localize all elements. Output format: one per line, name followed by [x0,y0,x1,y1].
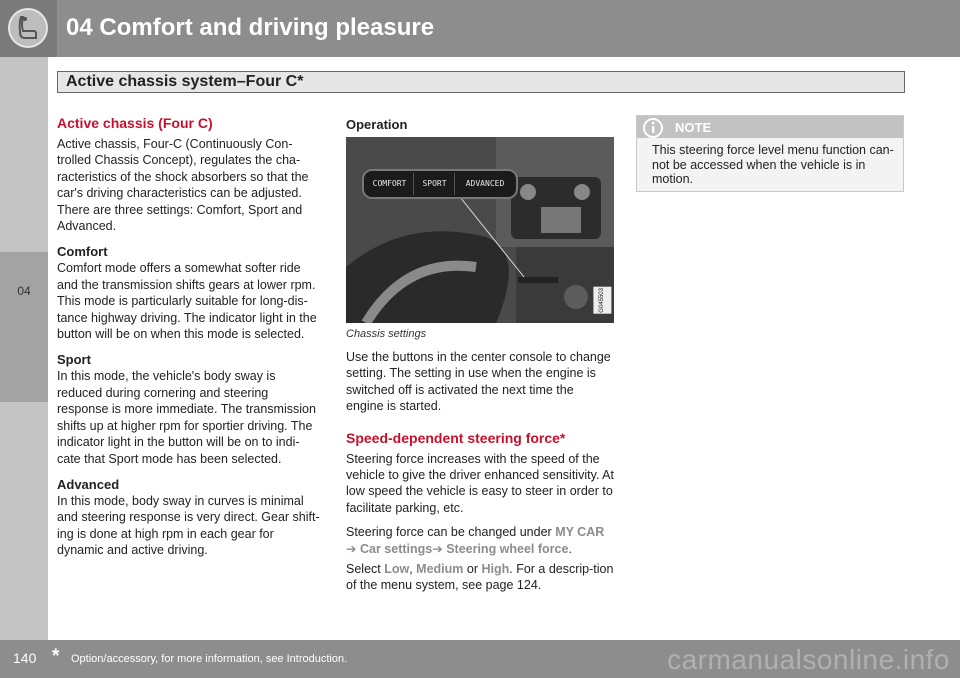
comfort-mode-button: COMFORT [366,173,414,195]
note-title: NOTE [675,120,712,135]
section-title: Active chassis system–Four C* [66,73,304,90]
dashboard-illustration [346,137,614,323]
watermark: carmanualsonline.info [667,644,950,675]
active-chassis-heading: Active chassis (Four C) [57,115,213,131]
note-box [636,115,904,192]
operation-heading: Operation [346,117,408,132]
advanced-text: In this mode, body sway in curves is minimal and steering response is very direct. Gear shift-ing is done at high rpm in each gear for dynamic and active driving. [57,493,320,558]
figure-code: G045503 [593,287,611,314]
steering-select-line: Select Low, Medium or High. For a descrip-tion of the menu system, see page 124. [346,562,614,593]
footer-star: * [52,646,60,667]
chapter-icon-box [0,0,57,57]
steering-force-text: Steering force increases with the speed of the vehicle to give the driver enhanced sensitivity. At low speed the vehicle is easy to steer in order to facilitate parking, etc. [346,451,614,515]
seat-icon [8,8,48,48]
menu-path-prefix: Steering force can be changed under [346,525,556,540]
option-medium: Medium [416,562,464,577]
footer-note: Option/accessory, for more information, see Introduction. [71,653,348,665]
chapter-header [0,0,960,57]
sport-mode-button: SPORT [415,173,455,195]
section-header [57,71,905,93]
menu-arrow-icon: ➔ [346,541,357,556]
operation-text: Use the buttons in the center console to change setting. The setting in use when the engine is switched off is activated the next time the engine is started. [346,350,611,414]
select-prefix: Select [346,562,385,577]
active-chassis-intro: Active chassis, Four-C (Continuously Con-trolled Chassis Concept), regulates the cha-racteristics of the shock absorbers so that the car's driving characteristics can be adjusted. There are three settings: Comfort, Sport and Advanced. [57,137,309,234]
figure-caption: Chassis settings [346,328,427,340]
sport-text: In this mode, the vehicle's body sway is reduced during cornering and steering response is more immediate. The transmission shifts up at higher rpm for sportier driving. The indicator light in the button will be on to indi-cate that Sport mode has been selected. [57,369,316,466]
select-suffix: . For a descrip-tion of the menu system, see page 124. [346,562,614,593]
advanced-heading: Advanced [57,476,120,492]
sport-heading: Sport [57,352,91,368]
steering-menu-path: Steering force can be changed under MY CAR ➔ Car settings➔ Steering wheel force. [346,525,605,556]
chapter-side-tab [0,57,48,640]
page-footer [0,640,960,678]
menu-arrow-icon: ➔ [432,541,443,556]
chapter-title: 04 Comfort and driving pleasure [66,14,435,41]
steering-force-heading: Speed-dependent steering force* [346,429,566,446]
note-header [637,116,903,138]
option-low: Low [384,562,410,577]
chassis-button-strip [362,169,518,199]
page-number: 140 [13,650,37,666]
column-3 [636,115,904,192]
note-text: This steering force level menu function can-not be accessed when the vehicle is in motion. [652,143,894,186]
column-1 [57,114,323,559]
menu-my-car: MY CAR [555,525,605,540]
option-high: High [481,562,510,577]
advanced-mode-button: ADVANCED [465,179,505,188]
column-2 [346,114,614,594]
menu-steering-wheel-force: Steering wheel force [446,541,569,556]
comfort-heading: Comfort [57,244,108,260]
chassis-settings-figure [346,137,614,323]
comfort-text: Comfort mode offers a somewhat softer ride and the transmission shifts gears at lower rpm. This mode is particularly suitable for long-dis-tance highway driving. The indicator light in the button will be on when this mode is selected. [57,261,317,342]
select-or: or [463,562,482,577]
info-icon [642,117,664,139]
chapter-tab-label: 04 [17,284,31,298]
menu-car-settings: Car settings [359,541,433,556]
chapter-tab-marker [0,252,48,402]
